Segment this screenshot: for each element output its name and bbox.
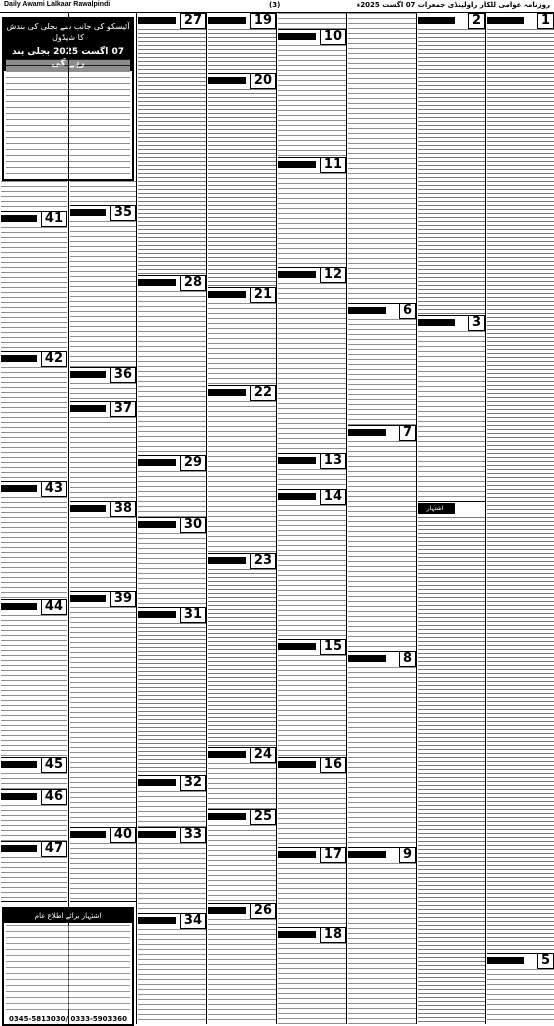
notice-number: 8 xyxy=(399,651,416,667)
notice-number: 46 xyxy=(41,789,67,805)
notice-15 xyxy=(278,639,346,758)
notice-27 xyxy=(138,13,206,276)
notice-tag: اشتہار xyxy=(418,503,455,514)
notice-number: 10 xyxy=(320,29,346,45)
notice-39 xyxy=(70,591,136,828)
column-8 xyxy=(485,13,554,1024)
notice-46 xyxy=(1,789,67,842)
notice-12 xyxy=(278,267,346,454)
notice-3 xyxy=(418,315,485,502)
notice-41 xyxy=(1,211,67,352)
page-number: (3) xyxy=(269,1,281,9)
notice-2 xyxy=(418,13,485,316)
notice-number: 3 xyxy=(468,315,485,331)
notice-number: 25 xyxy=(250,809,276,825)
notice-number: 14 xyxy=(320,489,346,505)
column-2 xyxy=(68,13,137,1024)
notice-44 xyxy=(1,599,67,758)
notice-5 xyxy=(487,953,554,1024)
advertisement-box xyxy=(2,907,134,1026)
notice-number: 13 xyxy=(320,453,346,469)
notice-number: 17 xyxy=(320,847,346,863)
notice-24 xyxy=(208,747,276,810)
notice-38 xyxy=(70,501,136,592)
notice-14 xyxy=(278,489,346,640)
notice-number: 30 xyxy=(180,517,206,533)
notice-13 xyxy=(278,453,346,490)
column-3 xyxy=(136,13,207,1024)
notice-number: 2 xyxy=(468,13,485,29)
notice-10 xyxy=(278,29,346,158)
notice-number: 12 xyxy=(320,267,346,283)
notice-33 xyxy=(138,827,206,914)
notice-number: 28 xyxy=(180,275,206,291)
notice-number: 18 xyxy=(320,927,346,943)
ad-title: اشتہار برائے اطلاع عام xyxy=(4,909,132,923)
notice-number: 23 xyxy=(250,553,276,569)
notice-number: 35 xyxy=(110,205,136,221)
notice-32 xyxy=(138,775,206,828)
notice-number: 26 xyxy=(250,903,276,919)
notice-43 xyxy=(1,481,67,600)
notice-42 xyxy=(1,351,67,482)
notice-20 xyxy=(208,73,276,288)
notice-34 xyxy=(138,913,206,1024)
newspaper-name: Daily Awami Lalkaar Rawalpindi xyxy=(4,1,111,8)
notice-8 xyxy=(348,651,416,848)
notice-number: 38 xyxy=(110,501,136,517)
column-4 xyxy=(206,13,277,1024)
notice-18 xyxy=(278,927,346,1024)
notice-30 xyxy=(138,517,206,608)
notice-28 xyxy=(138,275,206,456)
notice-number: 42 xyxy=(41,351,67,367)
notice-number: 43 xyxy=(41,481,67,497)
notice-11 xyxy=(278,157,346,268)
filler-text xyxy=(348,13,416,304)
notice-number: 29 xyxy=(180,455,206,471)
notice-40 xyxy=(70,827,136,902)
notice-31 xyxy=(138,607,206,776)
notice-1 xyxy=(487,13,554,954)
notice-number: 20 xyxy=(250,73,276,89)
notice-47 xyxy=(1,841,67,902)
notice-number: 5 xyxy=(537,953,554,969)
notice-37 xyxy=(70,401,136,502)
filler-text xyxy=(1,181,67,212)
notice-number: 44 xyxy=(41,599,67,615)
notice-number: 7 xyxy=(399,425,416,441)
notice-25 xyxy=(208,809,276,904)
notice-number: 15 xyxy=(320,639,346,655)
notice-26 xyxy=(208,903,276,1024)
notice-number: 34 xyxy=(180,913,206,929)
notice-16 xyxy=(278,757,346,848)
notice-21 xyxy=(208,287,276,386)
notice-36 xyxy=(70,367,136,402)
notice-date-line: 07 اگست 2025 بجلی بند xyxy=(4,45,132,71)
notice-number: 21 xyxy=(250,287,276,303)
notice-23 xyxy=(208,553,276,748)
notice-19 xyxy=(208,13,276,74)
notice-17 xyxy=(278,847,346,928)
notice-number: 33 xyxy=(180,827,206,843)
notice-number: 6 xyxy=(399,303,416,319)
notice-number: 47 xyxy=(41,841,67,857)
notice-number: 27 xyxy=(180,13,206,29)
notice-number: 11 xyxy=(320,157,346,173)
notice-number: 22 xyxy=(250,385,276,401)
notice-number: 40 xyxy=(110,827,136,843)
notice-45 xyxy=(1,757,67,790)
notice-title: آئیسکو کی جانب سے بجلی کی بندش کا شیڈول xyxy=(4,19,132,45)
notice-number: 19 xyxy=(250,13,276,29)
notice-4 xyxy=(418,501,485,1024)
notice-number: 31 xyxy=(180,607,206,623)
notice-35 xyxy=(70,205,136,368)
classifieds-page xyxy=(0,13,554,1024)
notice-number: 41 xyxy=(41,211,67,227)
notice-number: 39 xyxy=(110,591,136,607)
notice-number: 37 xyxy=(110,401,136,417)
notice-number: 36 xyxy=(110,367,136,383)
column-5 xyxy=(276,13,347,1024)
notice-number: 1 xyxy=(537,13,554,29)
notice-number: 16 xyxy=(320,757,346,773)
column-6 xyxy=(346,13,417,1024)
filler-text xyxy=(70,181,136,206)
notice-number: 32 xyxy=(180,775,206,791)
notice-number: 9 xyxy=(399,847,416,863)
ad-phone: 0345-5813030/ 0333-5903360 xyxy=(9,1015,127,1023)
notice-number: 24 xyxy=(250,747,276,763)
notice-9 xyxy=(348,847,416,1024)
notice-29 xyxy=(138,455,206,518)
notice-number: 45 xyxy=(41,757,67,773)
newspaper-date: روزنامہ عوامی للکار راولپنڈی جمعرات 07 اگست 2025ء xyxy=(356,1,550,9)
notice-7 xyxy=(348,425,416,652)
masthead xyxy=(0,0,554,13)
column-7 xyxy=(416,13,486,1024)
notice-6 xyxy=(348,303,416,426)
filler-text xyxy=(278,13,346,30)
notice-22 xyxy=(208,385,276,554)
